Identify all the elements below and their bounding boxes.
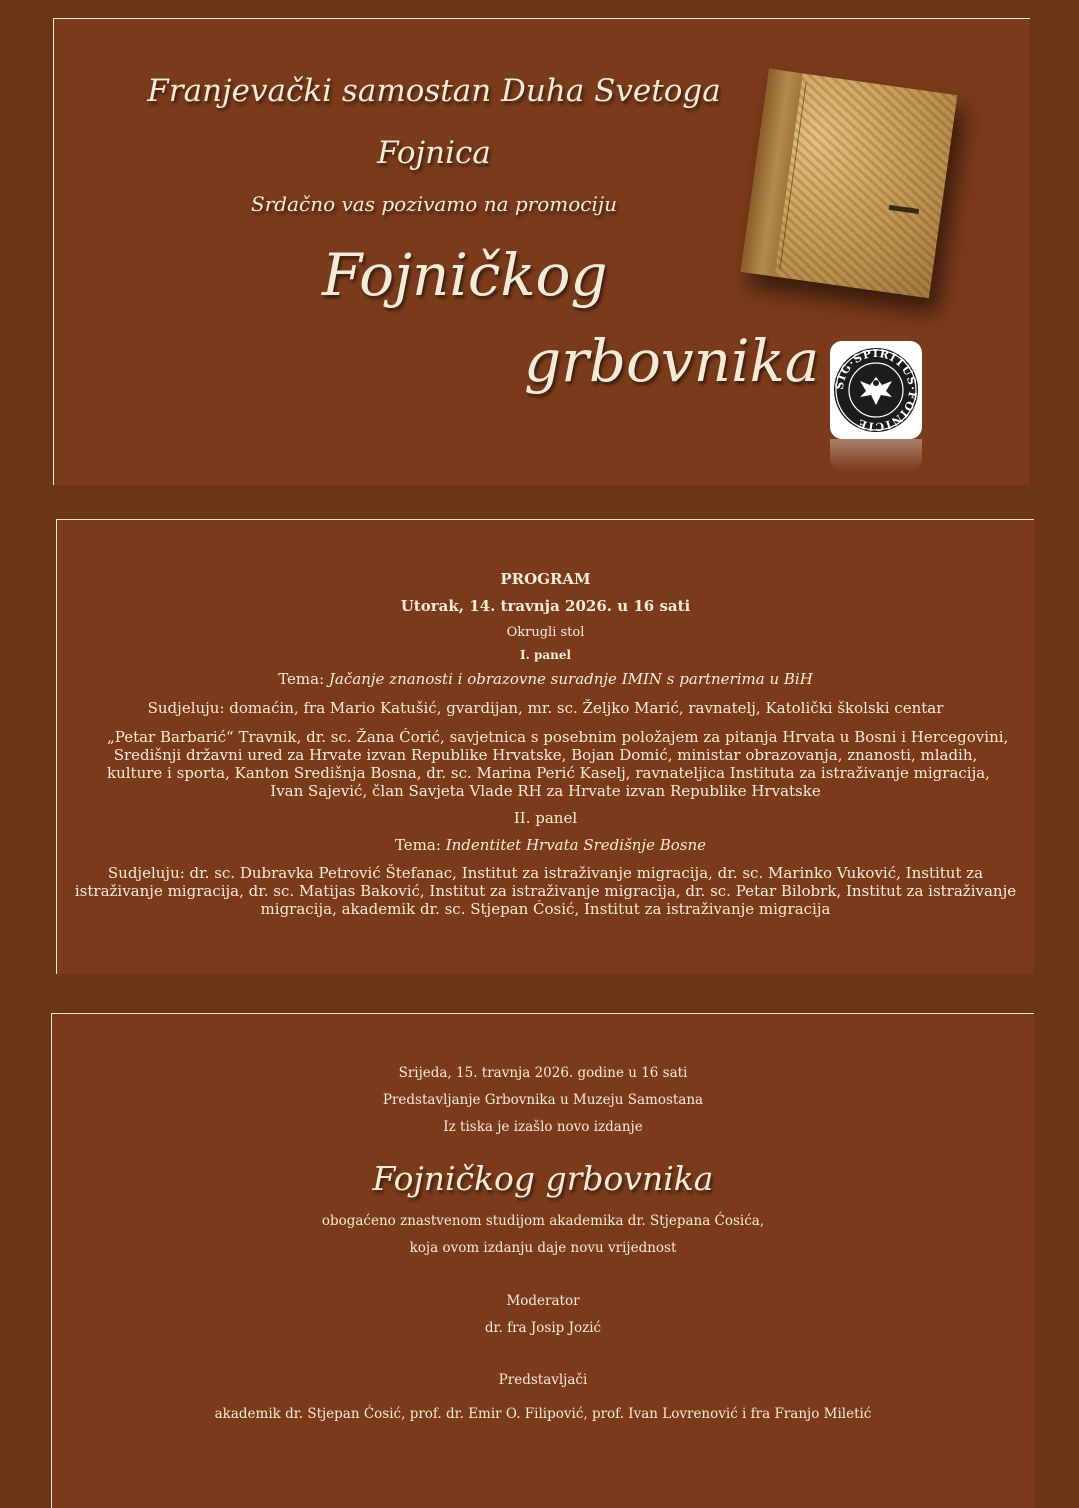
invitation-line: Srdačno vas pozivamo na promociju: [251, 192, 617, 216]
moderator-name: dr. fra Josip Jozić: [484, 1320, 602, 1336]
panel2-theme-text: Indentitet Hrvata Središnje Bosne: [445, 836, 707, 854]
main-title-part1: Fojničkog: [322, 241, 608, 309]
panel1-theme-text: Jačanje znanosti i obrazovne suradnje IMIN s partnerima u BiH: [328, 670, 813, 688]
main-title-part2: grbovnika: [524, 327, 820, 395]
panel1-participants-line: Ivan Sajević, član Savjeta Vlade RH za Hrvate izvan Republike Hrvatske: [270, 782, 821, 800]
presentation-card: [51, 1013, 1034, 1508]
panel1-theme-label: Tema:: [278, 670, 329, 688]
edition-description: obogaćeno znastvenom studijom akademika dr. Stjepana Ćosića,: [321, 1213, 765, 1229]
program-date: Utorak, 14. travnja 2026. u 16 sati: [400, 597, 691, 615]
moderator-label: Moderator: [506, 1293, 580, 1309]
program-card: [56, 519, 1034, 974]
panel1-participants-line: „Petar Barbarić“ Travnik, dr. sc. Žana Ćorić, savjetnica s posebnim položajem za pitanja Hrvata u Bosni i Hercegovini,: [107, 728, 1009, 746]
program-heading: PROGRAM: [500, 570, 591, 588]
panel2-participants-line: istraživanje migracija, dr. sc. Matijas Baković, Institut za istraživanje migracija, dr. sc. Petar Bilobrk, Institut za istraživanje: [74, 882, 1017, 900]
seal-logo: [830, 341, 922, 439]
panel1-participants-intro: Sudjeluju: domaćin, fra Mario Katušić, gvardijan, mr. sc. Željko Marić, ravnatelj, Katolički školski centar: [147, 699, 944, 717]
panel2-theme-label: Tema:: [394, 836, 446, 854]
panel2-participants-line: Sudjeluju: dr. sc. Dubravka Petrović Štefanac, Institut za istraživanje migracija, dr. sc. Marinko Vuković, Institut za: [107, 864, 984, 882]
seal-inscription: SIG·SPIRITUS·FOINICIE: [832, 346, 920, 434]
panel1-participants-line: kulture i sporta, Kanton Središnja Bosna, dr. sc. Marina Perić Kaselj, ravnateljica Instituta za istraživanje migracija,: [107, 764, 990, 782]
panel2-participants: [57, 864, 1034, 918]
manuscript-image: [741, 69, 958, 298]
edition-title: Fojničkog grbovnika: [372, 1159, 714, 1198]
location-name: Fojnica: [377, 135, 491, 171]
manuscript-clasp: [889, 205, 919, 214]
presenters-names: akademik dr. Stjepan Ćosić, prof. dr. Emir O. Filipović, prof. Ivan Lovrenović i fra Franjo Miletić: [214, 1406, 872, 1422]
invitation-card: [53, 18, 1030, 485]
panel1-theme: [57, 670, 1034, 688]
panel2-theme: [57, 836, 1034, 854]
panel2-participants-line: migracija, akademik dr. sc. Stjepan Ćosić, Institut za istraživanje migracija: [260, 900, 831, 918]
panel1-participants-line: Središnji državni ured za Hrvate izvan Republike Hrvatske, Bojan Domić, ministar obrazovanja, znanosti, mladih,: [113, 746, 978, 764]
program-format: Okrugli stol: [506, 625, 585, 640]
presentation-date: Srijeda, 15. travnja 2026. godine u 16 sati: [398, 1065, 688, 1081]
edition-description: koja ovom izdanju daje novu vrijednost: [409, 1240, 677, 1256]
presentation-venue: Predstavljanje Grbovnika u Muzeju Samostana: [382, 1092, 704, 1108]
print-note: Iz tiska je izašlo novo izdanje: [443, 1119, 643, 1135]
seal-reflection: [830, 439, 922, 471]
panel1-heading: I. panel: [519, 648, 572, 662]
panel2-heading: II. panel: [513, 809, 578, 827]
presenters-label: Predstavljači: [498, 1372, 588, 1388]
seal-icon: [830, 341, 922, 439]
monastery-name: Franjevački samostan Duha Svetoga: [147, 73, 721, 109]
panel1-participants: [57, 728, 1034, 800]
